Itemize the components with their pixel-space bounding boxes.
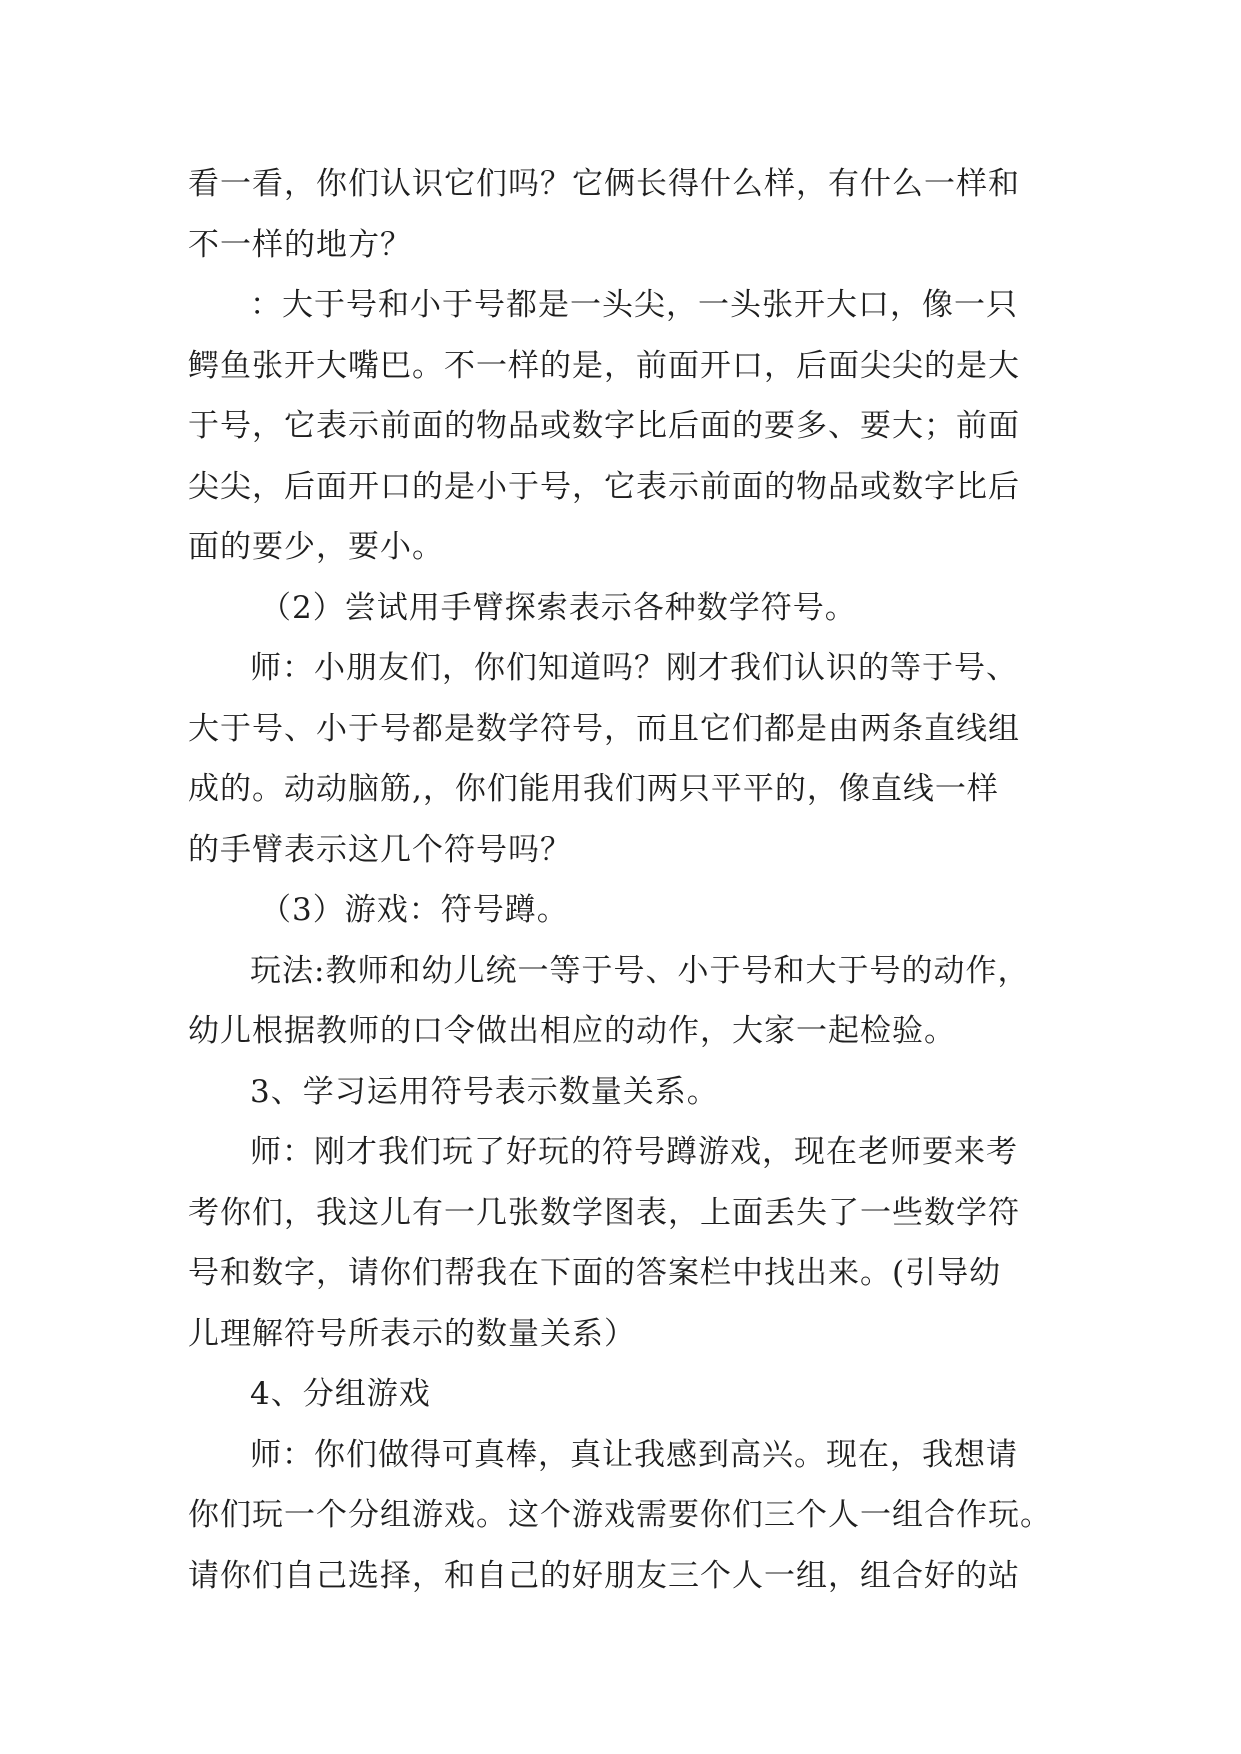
text-line: 师：你们做得可真棒，真让我感到高兴。现在，我想请: [250, 1436, 1018, 1473]
text-line: 于号，它表示前面的物品或数字比后面的要多、要大；前面: [188, 408, 1020, 444]
text-line: 看一看，你们认识它们吗？它俩长得什么样，有什么一样和: [188, 166, 1020, 202]
text-line: 成的。动动脑筋,，你们能用我们两只平平的，像直线一样: [188, 771, 999, 807]
text-line: 鳄鱼张开大嘴巴。不一样的是，前面开口，后面尖尖的是大: [188, 347, 1020, 384]
text-line: （2）尝试用手臂探索表示各种数学符号。: [260, 589, 857, 626]
text-line: 请你们自己选择，和自己的好朋友三个人一组，组合好的站: [188, 1557, 1020, 1594]
text-line: 考你们，我这儿有一几张数学图表，上面丢失了一些数学符: [188, 1194, 1020, 1231]
text-line: 面的要少，要小。: [188, 529, 444, 565]
text-line: 号和数字，请你们帮我在下面的答案栏中找出来。(引导幼: [188, 1255, 1002, 1291]
paragraph: [188, 1062, 1060, 1123]
paragraph: [188, 275, 1060, 578]
text-line: 幼儿根据教师的口令做出相应的动作，大家一起检验。: [188, 1013, 956, 1049]
text-line: 4、分组游戏: [250, 1376, 431, 1412]
paragraph: [188, 1425, 1060, 1607]
paragraph: [188, 638, 1060, 880]
document-body: [188, 154, 1060, 1606]
text-line: ：大于号和小于号都是一头尖，一头张开大口，像一只: [250, 287, 1018, 323]
text-line: 尖尖，后面开口的是小于号，它表示前面的物品或数字比后: [188, 468, 1020, 505]
text-line: 3、学习运用符号表示数量关系。: [250, 1073, 719, 1110]
text-line: 不一样的地方？: [188, 226, 412, 263]
text-line: 师：小朋友们，你们知道吗？刚才我们认识的等于号、: [250, 650, 1018, 686]
text-line: 大于号、小于号都是数学符号，而且它们都是由两条直线组: [188, 710, 1020, 747]
text-line: 的手臂表示这几个符号吗？: [188, 831, 572, 868]
text-line: 玩法:教师和幼儿统一等于号、小于号和大于号的动作，: [250, 952, 1030, 989]
paragraph: [188, 880, 1060, 941]
paragraph: [188, 154, 1060, 275]
text-line: （3）游戏：符号蹲。: [260, 892, 569, 928]
text-line: 儿理解符号所表示的数量关系）: [188, 1315, 636, 1352]
text-line: 你们玩一个分组游戏。这个游戏需要你们三个人一组合作玩。: [188, 1497, 1052, 1533]
paragraph: [188, 1122, 1060, 1364]
paragraph: [188, 578, 1060, 639]
text-line: 师：刚才我们玩了好玩的符号蹲游戏，现在老师要来考: [250, 1134, 1018, 1170]
paragraph: [188, 941, 1060, 1062]
paragraph: [188, 1364, 1060, 1425]
